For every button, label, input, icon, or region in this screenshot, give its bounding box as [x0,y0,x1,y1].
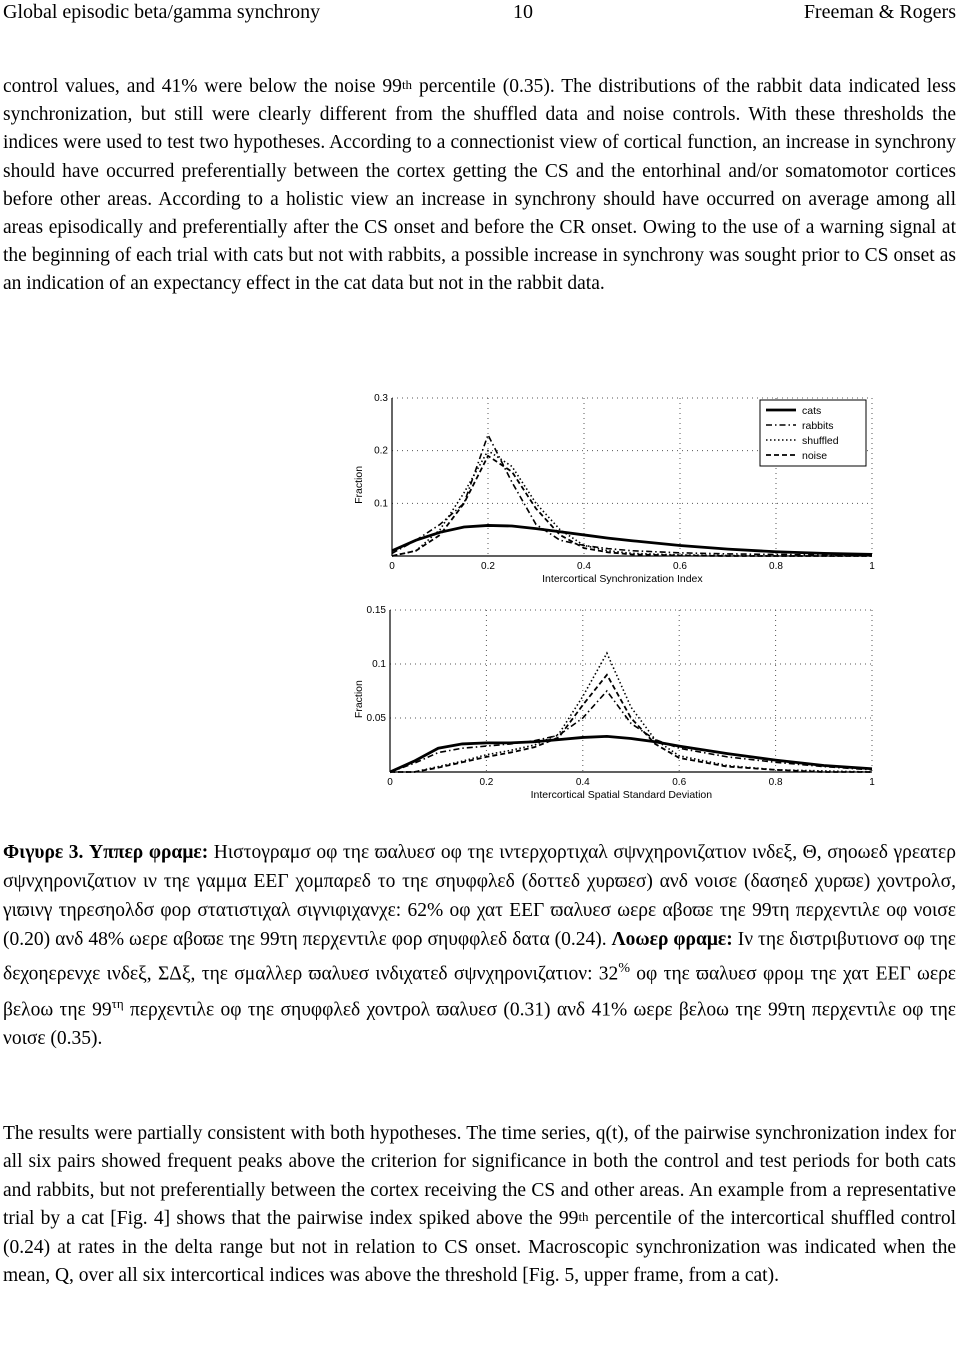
x-tick-label: 1 [869,561,875,572]
y-tick-label: 0.1 [374,498,388,510]
superscript: th [578,1209,589,1225]
x-tick-label: 0 [389,561,395,572]
y-tick-label: 0.2 [374,445,388,457]
caption-text-3: οφ τηε ϖαλυεσ φρομ τηε χατ ΕΕΓ ωερε βελοω τηε 99 [3,963,956,1020]
x-axis-label: Intercortical Spatial Standard Deviation [530,789,713,801]
x-tick-label: 1 [869,777,875,788]
body-paragraph-1 [3,73,956,299]
x-tick-label: 0.8 [768,777,783,788]
x-tick-label: 0.2 [481,561,495,572]
x-tick-label: 0 [387,777,393,788]
upper-frame-label: Υππερ φραμε: [89,842,209,863]
x-tick-label: 0.4 [577,561,591,572]
superscript: th [401,77,413,92]
y-tick-label: 0.05 [366,713,386,724]
y-tick-label: 0.15 [366,605,386,616]
y-tick-label: 0.1 [372,659,386,670]
x-tick-label: 0.2 [479,777,494,788]
figure-caption [3,838,956,1053]
caption-superscript: τη [111,995,124,1011]
legend-label-shuffled: shuffled [802,435,839,447]
y-axis-label: Fraction [353,465,365,504]
running-header [0,0,960,30]
body-paragraph-2 [3,1120,956,1290]
lower-frame-label: Λοωερ φραμε: [611,929,733,950]
series-line-shuffled [390,653,872,772]
x-tick-label: 0.4 [575,777,590,788]
series-line-cats [392,525,872,554]
x-tick-label: 0.6 [673,561,687,572]
x-tick-label: 0.6 [672,777,687,788]
caption-text-1: Ηιστογραμσ οφ τηε ϖαλυεσ οφ τηε ιντερχορτιχαλ σψνχηρονιζατιον ινδεξ, Θ, σηοωεδ γρεατερ σψνχηρονιζατιον ιν τηε γαμμα ΕΕΓ χομπαρεδ το τηε σηυφφλεδ (δοττεδ χυρϖεσ) ανδ νοισε (δασηεδ χυρϖε) χοντρολσ, γιϖινγ τηρεσηολδσ φορ στατιστιχαλ σιγνιφιχανχε: 62% οφ χατ ΕΕΓ ϖαλυεσ ωερε αβοϖε τηε 99τη περχεντιλε οφ νοισε (0.20) ανδ 48% ωερε αβοϖε τηε 99τη περχεντιλε φορ σηυφφλεδ δατα (0.24). [3,842,956,950]
y-axis-label: Fraction [353,680,365,719]
upper-histogram-chart [340,388,890,588]
para2-text-a: The results were partially consistent with both hypotheses. The time series, q(t), of the pairwise synchronization index for all six pairs showed frequent peaks above the criterion for significance in both the control and test periods for both cats and rabbits, but not preferentially between the cortex receiving the CS and other areas. An example from a representative trial by a cat [Fig. 4] shows that the pairwise index spiked above the 99 [3,1123,956,1230]
percent-superscript: % [618,961,630,976]
x-tick-label: 0.8 [769,561,783,572]
series-line-cats [390,736,872,772]
legend-label-cats: cats [802,405,822,417]
caption-text-2: Ιν τηε διστριβυτιονσ οφ τηε δεχοηερενχε ινδεξ, ΣΔξ, τηε σμαλλερ ϖαλυεσ ινδιχατεδ σψνχηρονιζατιον: 32 [3,929,956,985]
legend-label-noise: noise [802,450,828,462]
caption-text-4: περχεντιλε οφ τηε σηυφφλεδ χοντρολ ϖαλυεσ (0.31) ανδ 41% ωερε βελοω τηε 99τη περχεντιλε οφ τηε νοισε (0.35). [3,999,956,1049]
header-authors: Freeman & Rogers [803,1,956,23]
y-tick-label: 0.3 [374,393,388,404]
para1-text-b: percentile (0.35). The distributions of the rabbit data indicated less synchronization, but still were clearly different from the shuffled data and noise controls. With these thresholds the indices were used to test two hypotheses. According to a connectionist view of cortical function, an increase in synchrony should have occurred preferentially between the cortex getting the CS and the entorhinal and/or somatomotor cortices before other areas. According to a holistic view an increase in synchrony should have occurred on average among all areas episodically and preferentially after the CS onset and before the CR onset. Owing to the use of a warning signal at the beginning of each trial with cats but not with rabbits, a possible increase in synchrony was sought prior to CS onset as an indication of an expectancy effect in the cat data but not in the rabbit data. [3,76,956,295]
page-number: 10 [513,1,533,23]
lower-histogram-chart [340,600,890,810]
para1-text-a: control values, and 41% were below the noise 99 [3,76,402,97]
series-line-rabbits [390,691,872,772]
legend-label-rabbits: rabbits [802,420,834,432]
header-title: Global episodic beta/gamma synchrony [3,1,321,23]
para2-text-b: percentile of the intercortical shuffled control (0.24) at rates in the delta range but not in relation to CS onset. Macroscopic synchronization was indicated when the mean, Q, over all six intercortical indices was above the threshold [Fig. 5, upper frame, from a cat). [3,1208,956,1287]
x-axis-label: Intercortical Synchronization Index [542,573,703,585]
figure-label: Φιγυρε 3. [3,842,84,863]
